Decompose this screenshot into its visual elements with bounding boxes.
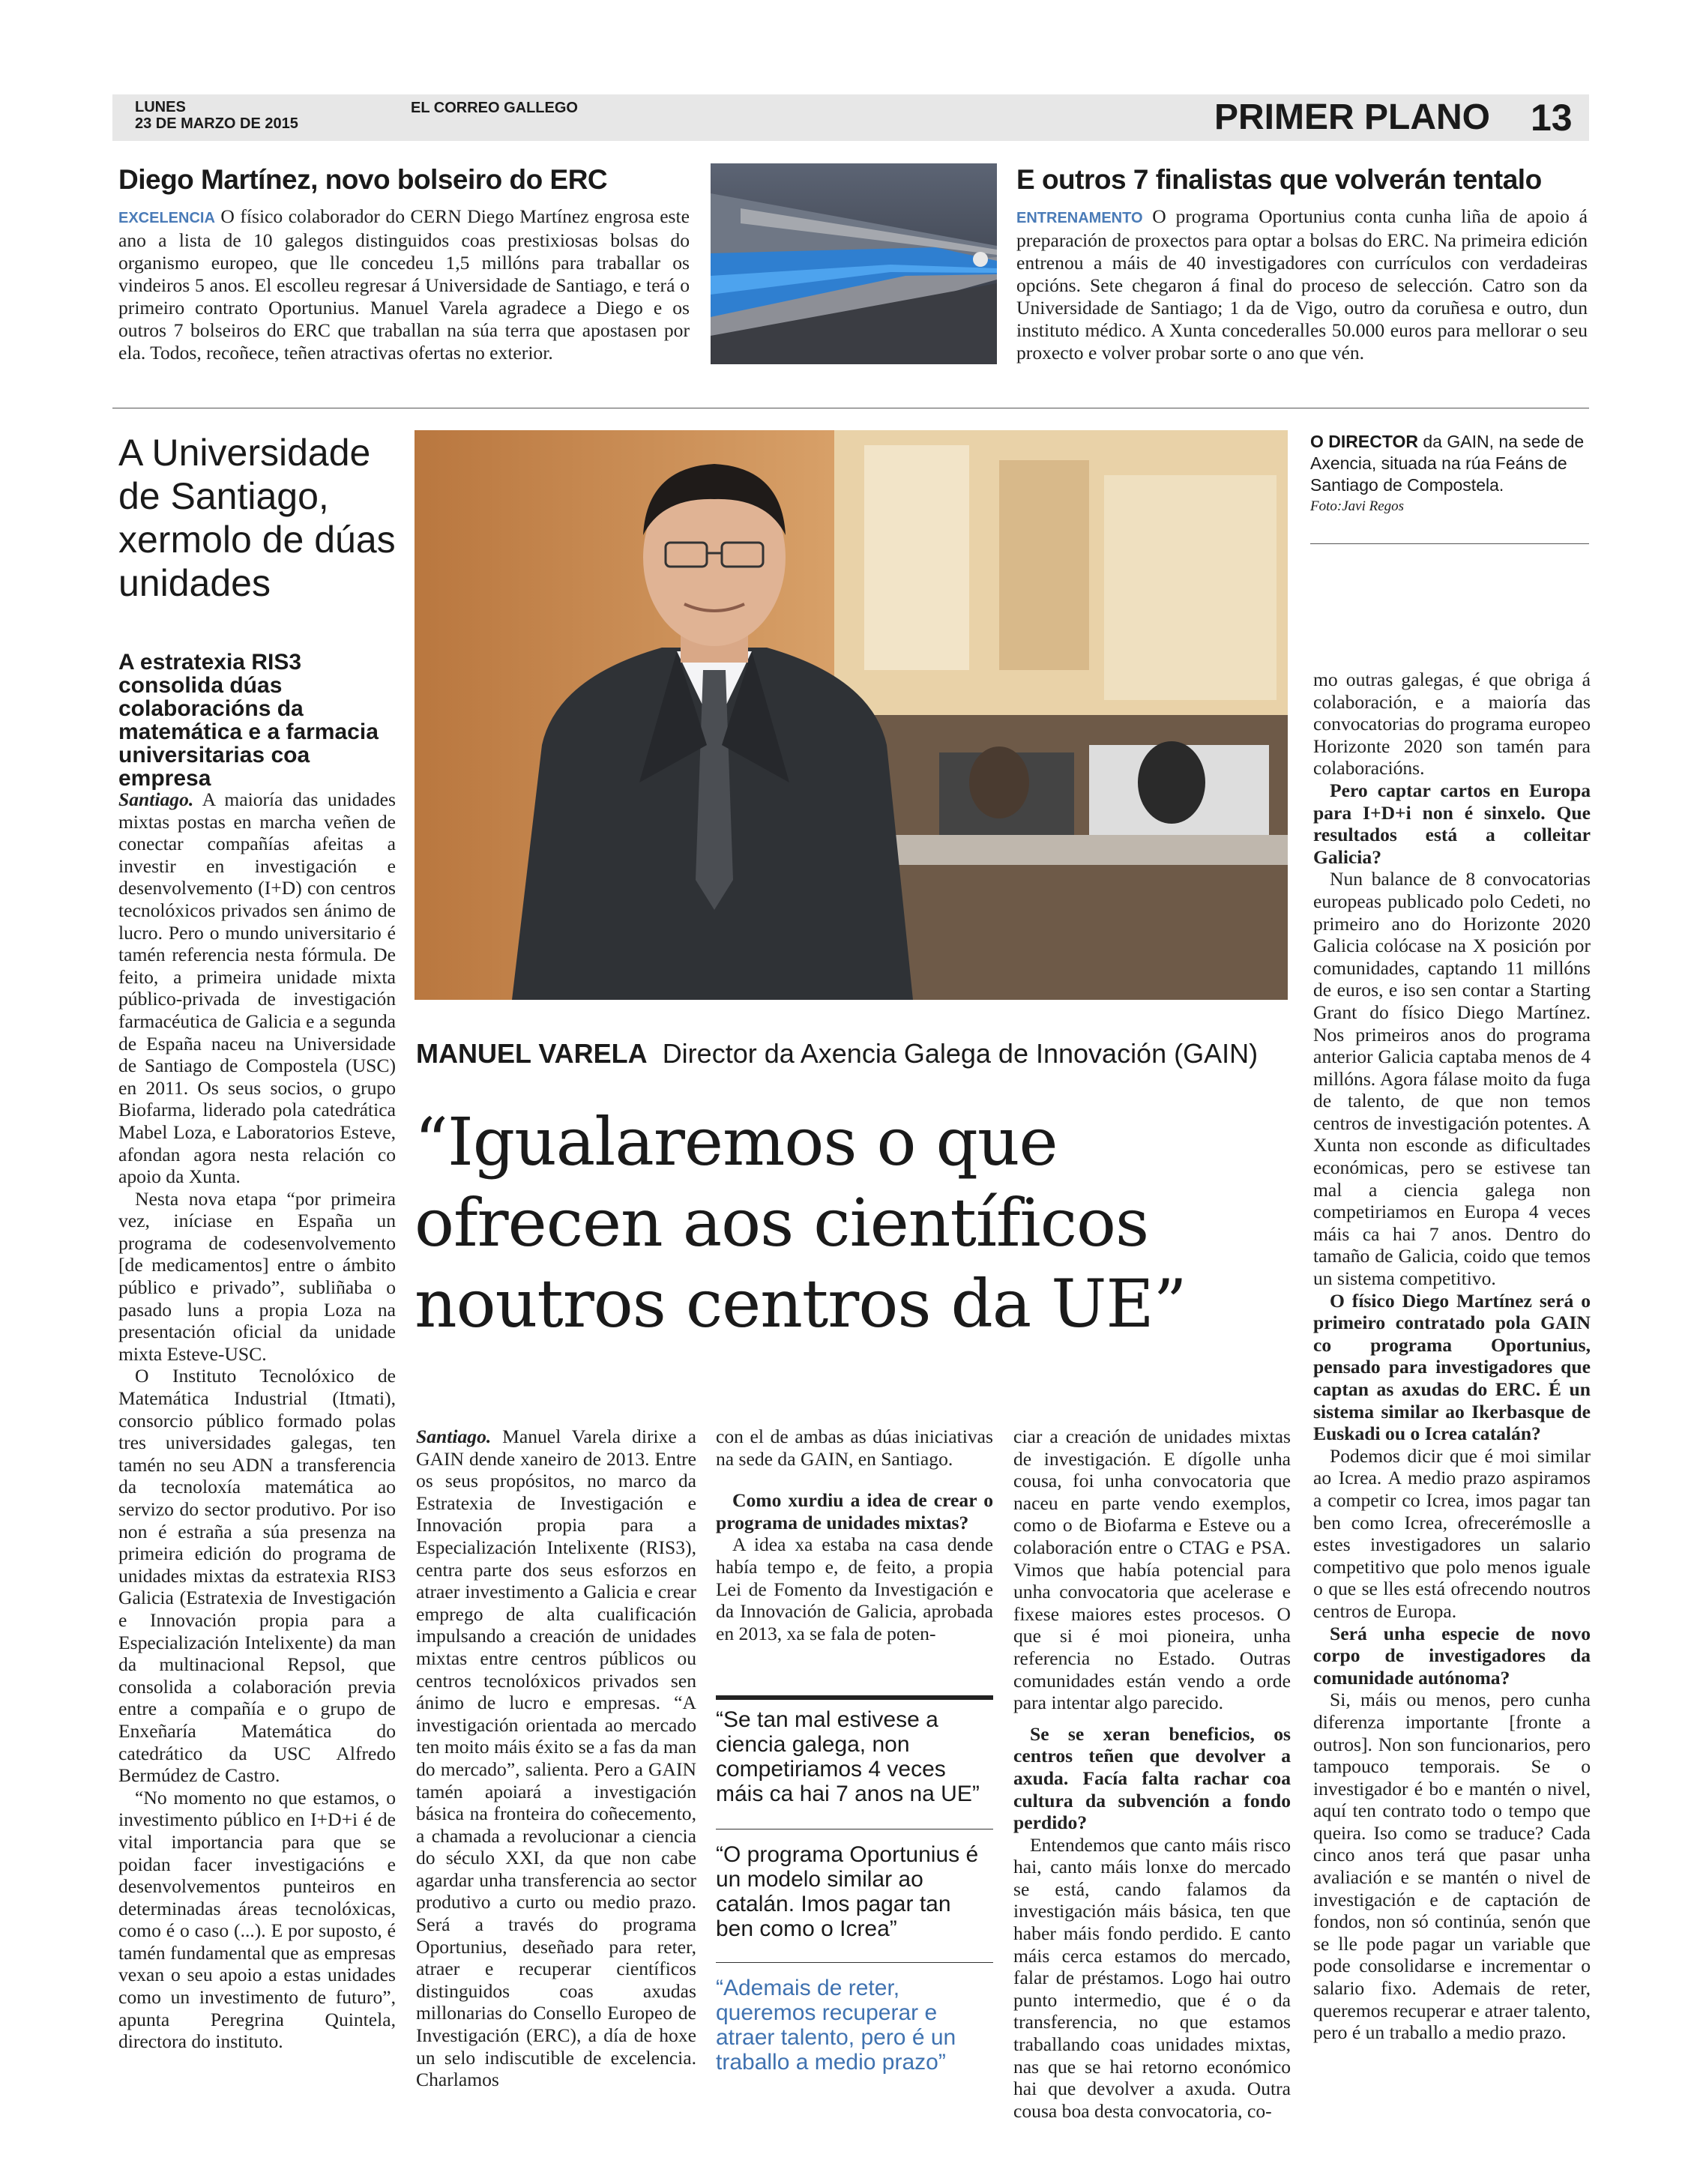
pull-rule bbox=[716, 1695, 993, 1700]
side-subhead: A estratexia RIS3 consolida dúas colaboracións da matemática e a farmacia universitarias coa empresa bbox=[118, 650, 379, 791]
paragraph: Manuel Varela dirixe a GAIN dende xaneiro de 2013. Entre os seus propósitos, no marco da Estratexia de Investigación e Innovación propia para a Especialización Intelixente (RIS3), centra parte dos seus esforzos en atraer investimento a Galicia e crear emprego de alta cualificación impulsando a creación de unidades mixtas entre centros públicos ou centros tecnolóxicos privados sen ánimo de lucro e empresas. “A investigación orientada ao mercado ten moito máis éxito se a fas da man do mercado”, salienta. Pero a GAIN tamén apoiará a investigación básica na fronteira do coñecemento, a chamada a revolucionar a ciencia do século XXI, da que non cabe agardar unha transferencia ao sector produtivo a curto ou medio prazo. Será a través do programa Oportunius, deseñado para reter, atraer e recuperar científicos distinguidos coas axudas millonarias do Consello Europeo de Investigación (ERC), a día de hoxe un selo indiscutible de excelencia. Charlamos bbox=[416, 1426, 696, 2091]
publication-name: EL CORREO GALLEGO bbox=[411, 100, 578, 116]
pull-quote-1: “Se tan mal estivese a ciencia galega, non competiriamos 4 veces máis ca hai 7 anos na UE” bbox=[716, 1707, 980, 1806]
interview-column-3 bbox=[1013, 1426, 1291, 2122]
paragraph: ciar a creación de unidades mixtas de investigación. E dígolle unha cousa, foi unha convocatoria que naceu en parte vendo exemplos, como o de Biofarma e Esteve ou a colaboración entre o CTAG e PSA. Vimos que había potencial para unha convocatoria que acelerase e fixese maiores estes procesos. O que si é moi pioneira, unha referencia no Estado. Outras comunidades están vendo a orde para intentar algo parecido. bbox=[1013, 1426, 1291, 1714]
interview-headline: “Igualaremos o que ofrecen aos científicos noutros centros da UE” bbox=[415, 1103, 1187, 1342]
page-number: 13 bbox=[1531, 97, 1573, 139]
pull-rule bbox=[716, 1962, 993, 1963]
paragraph: A maioría das unidades mixtas postas en marcha veñen de conectar compañías afeitas a investir en investigación e desenvolvemento (I+D) con centros tecnolóxicos privados sen ánimo de lucro. Pero o mundo universitario é tamén referencia nesta fórmula. De feito, a primeira unidade mixta público-privada de investigación farmacéutica de Galicia e a segunda de España naceu na Universidade de Santiago de Compostela (USC) en 2011. Os seus socios, o grupo Biofarma, liderado pola catedrática Mabel Loza, e Laboratorios Esteve, afondan agora nesta relación co apoio da Xunta. bbox=[118, 788, 396, 1188]
section-title: PRIMER PLANO bbox=[1214, 97, 1491, 137]
side-headline: A Universidade de Santiago, xermolo de dúas unidades bbox=[118, 432, 396, 604]
paragraph: A idea xa estaba na casa dende había tempo e, de feito, a propia Lei de Fomento da Investigación e da Innovación de Galicia, aprobada en 2013, xa se fala de poten- bbox=[716, 1533, 993, 1644]
dateline: Santiago. bbox=[118, 788, 194, 810]
interviewee-role: Director da Axencia Galega de Innovación (GAIN) bbox=[662, 1038, 1259, 1069]
paragraph: “No momento no que estamos, o investimento público en I+D+i é de vital importancia para que se poidan facer investigacións e desenvolvementos punteiros en determinadas áreas tecnolóxicas, como é o caso (...). E por suposto, é tamén fundamental que as empresas vexan o seu apoio a estas unidades como un investimento de futuro”, apunta Peregrina Quintela, directora do instituto. bbox=[118, 1786, 396, 2053]
side-story-body bbox=[118, 788, 396, 2053]
caption-lead: O DIRECTOR bbox=[1310, 432, 1418, 451]
paragraph: Nesta nova etapa “por primeira vez, iníciase en España un programa de codesenvolvemento [de medicamentos] entre o ámbito público e privado”, subliñaba o pasado luns a propia Loza na presentación oficial da unidade mixta Esteve-USC. bbox=[118, 1187, 396, 1365]
brief-text: O físico colaborador do CERN Diego Martínez engrosa este ano a lista de 10 galegos distinguidos coas prestixiosas bolsas do organismo europeo, que lle concedeu 1,5 millóns para traballar os vindeiros 5 anos. El escolleu regresar á Universidade de Santiago, e terá o primeiro contrato Oportunius. Manuel Varela agradece a Diego e os outros 7 bolseiros do ERC que traballan na súa terra que apostasen por ela. Todos, recoñece, teñen atractivas ofertas no exterior. bbox=[118, 205, 690, 364]
paragraph: Entendemos que canto máis risco hai, canto máis lonxe do mercado se está, cando falamos da investigación máis básica, ten que haber máis fondo perdido. E canto máis cerca estamos do mercado, falar de préstamos. Logo hai outro punto intermedio, que é o da transferencia, no que estamos traballando coas unidades mixtas, nas que se hai retorno económico hai que devolver a axuda. Outra cousa boa desta convocatoria, co- bbox=[1013, 1833, 1291, 2122]
question: Como xurdiu a idea de crear o programa de unidades mixtas? bbox=[716, 1489, 993, 1533]
brief-kicker: EXCELENCIA bbox=[118, 210, 215, 226]
interviewee-name: MANUEL VARELA bbox=[416, 1038, 648, 1069]
accelerator-tunnel-photo bbox=[711, 163, 997, 364]
question: O físico Diego Martínez será o primeiro contratado pola GAIN co programa Oportunius, pensado para investigadores que captan as axudas do ERC. É un sistema similar ao Ikerbasque de Euskadi ou o Icrea catalán? bbox=[1313, 1289, 1591, 1445]
interview-column-4 bbox=[1313, 669, 1591, 2044]
photo-credit: Foto:Javi Regos bbox=[1310, 498, 1405, 514]
brief-body-left bbox=[118, 205, 690, 364]
paragraph: Si, máis ou menos, pero cunha diferenza importante [fronte a outros]. Non son funcionarios, pero tampouco temporais. Se o investigador é bo e mantén o nivel, aquí ten contrato todo o tempo que queira. Iso como se traduce? Cada cinco anos terá que pasar unha avaliación e se mantén o nivel de investigación e de captación de fondos, non só continúa, senón que se lle pode pagar un variable que pode consolidarse e incrementar o salario fixo. Ademais de reter, queremos recuperar e atraer talento, pero é un traballo a medio prazo. bbox=[1313, 1689, 1591, 2044]
paragraph: Nun balance de 8 convocatorias europeas publicado polo Cedeti, no primeiro ano do Horizonte 2020 Galicia colócase na X posición por comunidades, captando 11 millóns de euros, e iso sen contar a Starting Grant do físico Diego Martínez. Nos primeiros anos do programa anterior Galicia captaba menos de 4 millóns. Agora fálase moito da fuga de talento, de que non temos centros de investigación potentes. A Xunta non esconde as dificultades económicas, pero se estivese tan mal a ciencia galega non competiriamos en Europa 4 veces máis ca hai 7 anos. Dentro do tamaño de Galicia, coido que temos un sistema competitivo. bbox=[1313, 868, 1591, 1290]
question: Se se xeran beneficios, os centros teñen que devolver a axuda. Facía falta rachar coa cultura da subvención a fondo perdido? bbox=[1013, 1722, 1291, 1834]
paragraph: mo outras galegas, é que obriga á colaboración, e a maioría das convocatorias do programa europeo Horizonte 2020 son tamén para colaboracións. bbox=[1313, 669, 1591, 779]
pull-quote-3: “Ademais de reter, queremos recuperar e atraer talento, pero é un traballo a medio prazo” bbox=[716, 1976, 956, 2075]
dateline: Santiago. bbox=[416, 1426, 492, 1447]
pull-quote-2: “O programa Oportunius é un modelo similar ao catalán. Imos pagar tan ben como o Icrea” bbox=[716, 1842, 979, 1941]
brief-headline-right: E outros 7 finalistas que volverán tentalo bbox=[1016, 164, 1542, 195]
brief-kicker: ENTRENAMENTO bbox=[1016, 210, 1143, 226]
paragraph: O Instituto Tecnolóxico de Matemática Industrial (Itmati), consorcio público formado polas tres universidades galegas, ten tamén no seu ADN a transferencia da tecnoloxía matemática ao servizo do sector produtivo. Por iso non é estraña a súa presenza na primeira edición do programa de unidades mixtas da estratexia RIS3 Galicia (Estratexia de Investigación e Innovación propia para a Especialización Intelixente) da man da multinacional Repsol, que consolida a colaboración previa entre a compañía e o grupo de Enxeñaría Matemática do catedrático da USC Alfredo Bermúdez de Castro. bbox=[118, 1365, 396, 1787]
brief-text: O programa Oportunius conta cunha liña de apoio á preparación de proxectos para optar a bolsas do ERC. Na primeira edición entrenou a máis de 40 investigadores con currículos con verdadeiras opcións. Sete chegaron á final do proceso de selección. Catro son da Universidade de Santiago; 1 da de Vigo, outro da coruñesa e outro, dun instituto médico. A Xunta concederalles 50.000 euros para mellorar o seu proxecto e volver probar sorte o ano que vén. bbox=[1016, 205, 1588, 364]
issue-date: LUNES 23 DE MARZO DE 2015 bbox=[135, 99, 298, 132]
paragraph: Podemos dicir que é moi similar ao Icrea. A medio prazo aspiramos a competir co Icrea, imos pagar tan ben como Icrea, ofrecerémoslle a estes investigadores un salario competitivo que polo menos iguale o que se lles está ofrecendo noutros centros de Europa. bbox=[1313, 1444, 1591, 1622]
interview-column-1 bbox=[416, 1426, 696, 2091]
question: Será unha especie de novo corpo de investigadores da comunidade autónoma? bbox=[1313, 1622, 1591, 1689]
manuel-varela-portrait-photo bbox=[415, 430, 1288, 1000]
caption-rule bbox=[1310, 543, 1589, 544]
interviewee-line bbox=[416, 1038, 1258, 1070]
photo-caption bbox=[1310, 431, 1589, 496]
caption-text: da GAIN, na sede de Axencia, situada na rúa Feáns de Santiago de Compostela. bbox=[1310, 432, 1585, 495]
paragraph: con el de ambas as dúas iniciativas na sede da GAIN, en Santiago. bbox=[716, 1426, 993, 1470]
brief-body-right bbox=[1016, 205, 1588, 364]
interview-column-2 bbox=[716, 1426, 993, 1644]
brief-headline-left: Diego Martínez, novo bolseiro do ERC bbox=[118, 164, 608, 195]
question: Pero captar cartos en Europa para I+D+i non é sinxelo. Que resultados está a colleitar Galicia? bbox=[1313, 779, 1591, 868]
